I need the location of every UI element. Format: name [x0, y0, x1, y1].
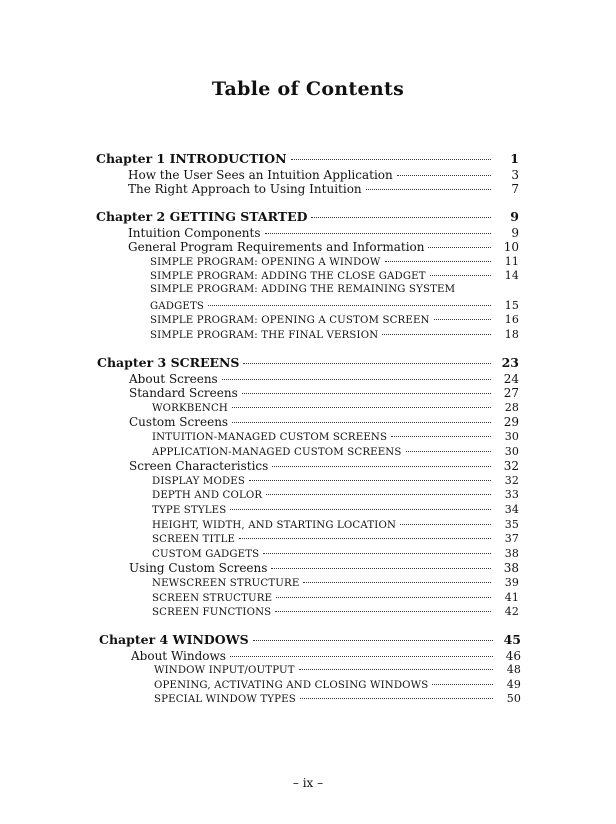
toc-label: Using Custom Screens: [129, 561, 268, 576]
toc-label: SIMPLE PROGRAM: ADDING THE REMAINING SYSTEM: [150, 283, 456, 295]
dot-leader: [391, 436, 491, 437]
dot-leader: [243, 363, 491, 364]
dot-leader: [432, 684, 493, 685]
toc-label: SIMPLE PROGRAM: THE FINAL VERSION: [150, 329, 379, 341]
toc-label: Screen Characteristics: [129, 459, 269, 474]
dot-leader: [406, 451, 491, 452]
toc-page-number: 15: [504, 298, 519, 312]
toc-page-number: 23: [501, 355, 519, 370]
toc-subentry-row: [154, 678, 521, 693]
toc-label: About Screens: [129, 371, 218, 386]
toc-page-number: 32: [503, 459, 519, 474]
dot-leader: [208, 305, 491, 306]
toc-subentry-row: [152, 474, 519, 489]
toc-subentry-row: [150, 284, 519, 299]
toc-label: CUSTOM GADGETS: [152, 548, 260, 560]
dot-leader: [430, 275, 491, 276]
toc-label: About Windows: [131, 648, 226, 663]
dot-leader: [382, 334, 491, 335]
toc-page-number: 24: [503, 371, 519, 386]
page-title: Table of Contents: [211, 78, 405, 100]
toc-label: Standard Screens: [129, 386, 238, 401]
toc-label: Chapter 1 INTRODUCTION: [96, 151, 287, 166]
toc-label: DEPTH AND COLOR: [152, 490, 263, 502]
toc-subentry-row: [150, 313, 519, 328]
dot-leader: [385, 261, 491, 262]
toc-subentry-row: [150, 328, 519, 343]
toc-label: OPENING, ACTIVATING AND CLOSING WINDOWS: [154, 679, 429, 691]
toc-label: WORKBENCH: [152, 402, 228, 414]
toc-chapter-row: [99, 632, 521, 647]
toc-subentry-row: [152, 591, 519, 606]
toc-subentry-row: [154, 692, 521, 707]
dot-leader: [222, 379, 491, 380]
toc-page-number: 1: [510, 151, 519, 166]
toc-entry-row: [129, 372, 519, 387]
toc-entry-row: [128, 226, 519, 241]
toc-page-number: 32: [504, 473, 519, 487]
toc-page-number: 35: [504, 517, 519, 531]
toc-subentry-row: [150, 269, 519, 284]
dot-leader: [300, 698, 493, 699]
dot-leader: [276, 597, 491, 598]
dot-leader: [253, 640, 493, 641]
toc-page-number: 39: [504, 575, 519, 589]
toc-entry-row: [128, 182, 519, 197]
toc-label: SCREEN TITLE: [152, 534, 236, 546]
page-number-footer: – ix –: [292, 776, 324, 790]
toc-subentry-row: [152, 488, 519, 503]
toc-label: HEIGHT, WIDTH, AND STARTING LOCATION: [152, 519, 397, 531]
dot-leader: [230, 656, 493, 657]
toc-chapter-row: [96, 209, 519, 224]
dot-leader: [299, 669, 493, 670]
toc-label: TYPE STYLES: [152, 504, 227, 516]
toc-label: Custom Screens: [129, 415, 229, 430]
toc-label: Chapter 3 SCREENS: [97, 355, 240, 370]
toc-page-number: 37: [504, 532, 519, 546]
dot-leader: [272, 466, 491, 467]
toc-label: SIMPLE PROGRAM: OPENING A WINDOW: [150, 256, 381, 268]
toc-label: SCREEN FUNCTIONS: [152, 607, 272, 619]
toc-page-number: 46: [505, 648, 521, 663]
dot-leader: [428, 247, 491, 248]
dot-leader: [232, 422, 491, 423]
toc-subentry-row: [152, 430, 519, 445]
toc-label: GADGETS: [150, 300, 205, 312]
toc-page-number: 27: [503, 386, 519, 401]
dot-leader: [242, 393, 491, 394]
toc-page-number: 38: [504, 546, 519, 560]
toc-label: SIMPLE PROGRAM: OPENING A CUSTOM SCREEN: [150, 315, 430, 327]
toc-label: Intuition Components: [128, 225, 261, 240]
toc-entry-row: [129, 561, 519, 576]
toc-entry-row: [131, 649, 521, 664]
toc-label: INTUITION-MANAGED CUSTOM SCREENS: [152, 431, 388, 443]
toc-label: SCREEN STRUCTURE: [152, 592, 273, 604]
toc-entry-row: [129, 386, 519, 401]
toc-page-number: 50: [506, 692, 521, 706]
toc-subentry-row: [150, 255, 519, 270]
toc-page-number: 30: [504, 429, 519, 443]
toc-page-number: 49: [506, 677, 521, 691]
toc-page-number: 9: [511, 225, 519, 240]
dot-leader: [249, 480, 491, 481]
dot-leader: [232, 407, 491, 408]
dot-leader: [434, 319, 491, 320]
toc-entry-row: [129, 415, 519, 430]
toc-subentry-row: [152, 503, 519, 518]
dot-leader: [366, 189, 491, 190]
toc-page-number: 9: [510, 209, 519, 224]
toc-chapter-row: [97, 355, 519, 370]
toc-page-number: 41: [504, 590, 519, 604]
toc-subentry-row: [152, 401, 519, 416]
dot-leader: [291, 159, 491, 160]
toc-page-number: 10: [503, 240, 519, 255]
toc-entry-row: [128, 168, 519, 183]
toc-label: APPLICATION-MANAGED CUSTOM SCREENS: [152, 446, 402, 458]
toc-subentry-row: [152, 576, 519, 591]
toc-page-number: 7: [511, 182, 519, 197]
toc-page-number: 30: [504, 444, 519, 458]
toc-page-number: 11: [504, 254, 519, 268]
toc-entry-row: [128, 240, 519, 255]
toc-subentry-row: [152, 518, 519, 533]
toc-page-number: 38: [503, 561, 519, 576]
dot-leader: [397, 175, 491, 176]
toc-subentry-row: [154, 663, 521, 678]
toc-label: NEWSCREEN STRUCTURE: [152, 577, 300, 589]
toc-subentry-row: [152, 445, 519, 460]
toc-page-number: 3: [511, 167, 519, 182]
toc-label: How the User Sees an Intuition Application: [128, 167, 393, 182]
toc-page-number: 16: [504, 313, 519, 327]
toc-subentry-row: [152, 547, 519, 562]
toc-subentry-row: [150, 299, 519, 314]
toc-label: General Program Requirements and Information: [128, 240, 425, 255]
toc-page-number: 29: [503, 415, 519, 430]
toc-subentry-row: [152, 532, 519, 547]
toc-label: The Right Approach to Using Intuition: [128, 182, 362, 197]
toc-label: SIMPLE PROGRAM: ADDING THE CLOSE GADGET: [150, 271, 426, 283]
dot-leader: [303, 582, 491, 583]
dot-leader: [263, 553, 491, 554]
dot-leader: [271, 568, 491, 569]
dot-leader: [311, 217, 491, 218]
toc-chapter-row: [96, 151, 519, 166]
toc-page-number: 14: [504, 269, 519, 283]
toc-page-number: 28: [504, 400, 519, 414]
dot-leader: [400, 524, 491, 525]
dot-leader: [230, 509, 491, 510]
toc-label: DISPLAY MODES: [152, 475, 246, 487]
toc-label: Chapter 4 WINDOWS: [99, 632, 249, 647]
toc-label: WINDOW INPUT/OUTPUT: [154, 665, 295, 677]
dot-leader: [265, 233, 491, 234]
toc-label: SPECIAL WINDOW TYPES: [154, 694, 296, 706]
toc-page-number: 34: [504, 502, 519, 516]
toc-entry-row: [129, 459, 519, 474]
toc-subentry-row: [152, 605, 519, 620]
toc-page-number: 33: [504, 488, 519, 502]
toc-page-number: 18: [504, 327, 519, 341]
toc-label: Chapter 2 GETTING STARTED: [96, 209, 308, 224]
toc-page-number: 45: [503, 632, 521, 647]
dot-leader: [239, 538, 491, 539]
dot-leader: [266, 494, 491, 495]
toc-page-number: 42: [504, 605, 519, 619]
dot-leader: [275, 611, 491, 612]
toc-page-number: 48: [506, 663, 521, 677]
